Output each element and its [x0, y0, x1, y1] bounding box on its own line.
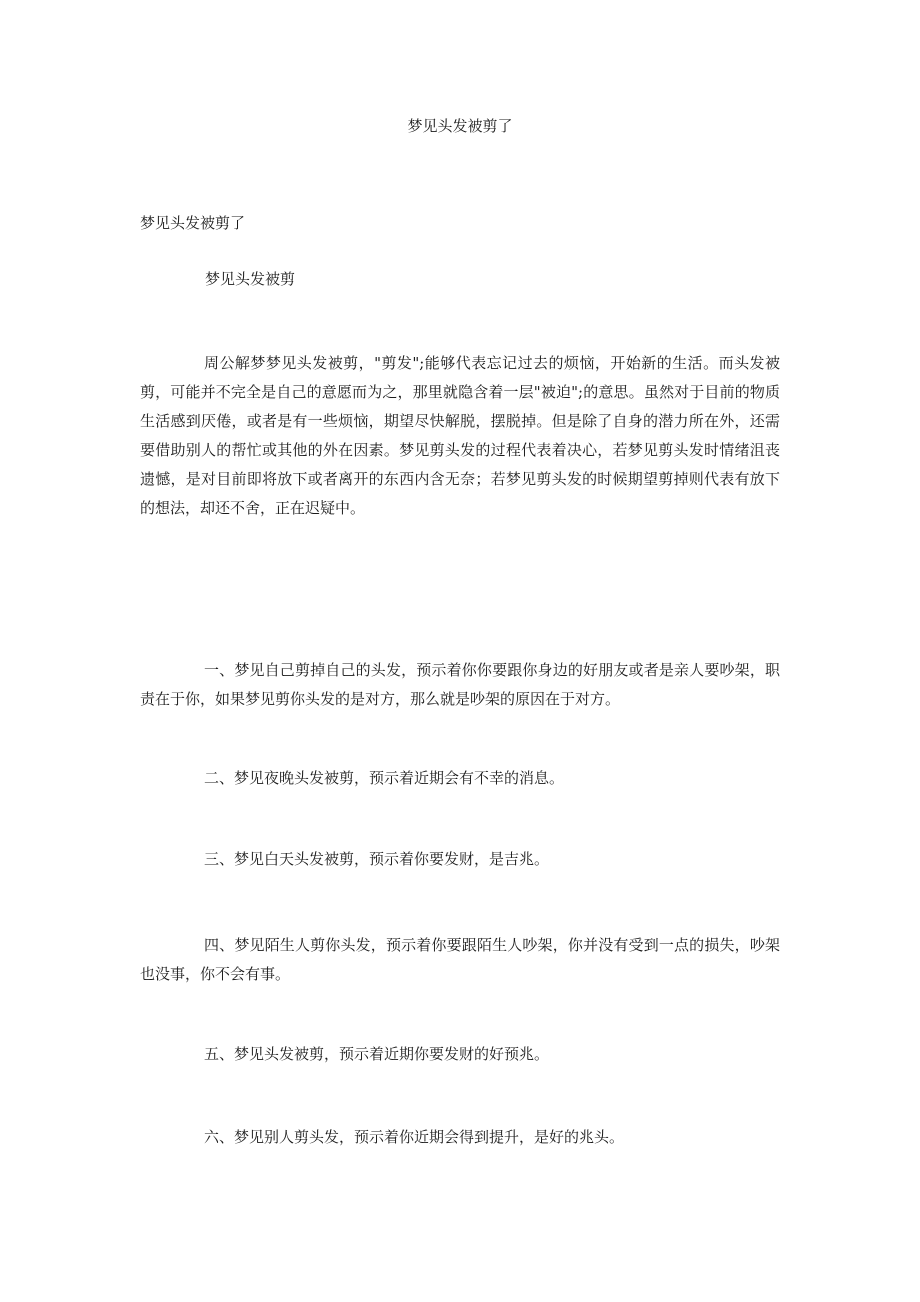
- section-heading: 梦见头发被剪了: [140, 214, 246, 232]
- document-title: 梦见头发被剪了: [407, 117, 513, 135]
- subsection-heading: 梦见头发被剪: [205, 270, 296, 288]
- list-item: 三、梦见白天头发被剪，预示着你要发财，是吉兆。: [204, 850, 550, 868]
- list-item: 五、梦见头发被剪，预示着近期你要发财的好预兆。: [204, 1045, 550, 1063]
- list-item: 四、梦见陌生人剪你头发，预示着你要跟陌生人吵架，你并没有受到一点的损失，吵架也没事，你不会有事。: [140, 936, 780, 983]
- intro-paragraph: 周公解梦梦见头发被剪，"剪发";能够代表忘记过去的烦恼，开始新的生活。而头发被剪，可能并不完全是自己的意愿而为之，那里就隐含着一层"被迫";的意思。虽然对于目前的物质生活感到厌倦，或者是有一些烦恼，期望尽快解脱，摆脱掉。但是除了自身的潜力所在外，还需要借助别人的帮忙或其他的外在因素。梦见剪头发的过程代表着决心，若梦见剪头发时情绪沮丧遗憾，是对目前即将放下或者离开的东西内含无奈；若梦见剪头发的时候期望剪掉则代表有放下的想法，却还不舍，正在迟疑中。: [140, 354, 780, 517]
- list-item: 二、梦见夜晚头发被剪，预示着近期会有不幸的消息。: [204, 769, 565, 787]
- list-item: 一、梦见自己剪掉自己的头发，预示着你你要跟你身边的好朋友或者是亲人要吵架，职责在于你，如果梦见剪你头发的是对方，那么就是吵架的原因在于对方。: [140, 661, 780, 708]
- list-item: 六、梦见别人剪头发，预示着你近期会得到提升，是好的兆头。: [204, 1128, 625, 1146]
